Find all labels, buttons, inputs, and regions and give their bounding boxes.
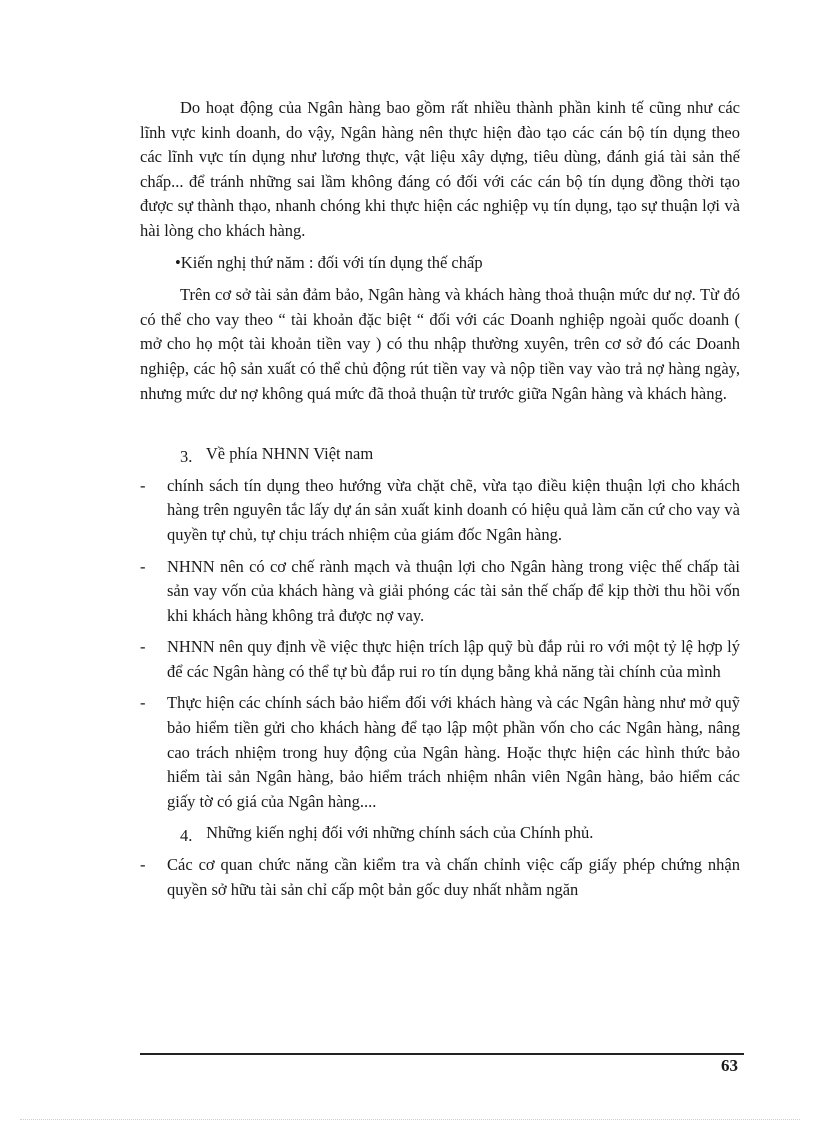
section-4-number: 4.	[180, 826, 193, 846]
section-4-item	[140, 853, 740, 902]
section-4-item-text: Các cơ quan chức năng cần kiểm tra và chấn chỉnh việc cấp giấy phép chứng nhận quyền sở hữu tài sản chỉ cấp một bản gốc duy nhất nhằm ngăn	[167, 855, 740, 899]
recommendation-five-heading: •Kiến nghị thứ năm : đối với tín dụng thế chấp	[175, 252, 483, 272]
section-4-heading	[140, 821, 740, 846]
page-content	[140, 96, 740, 902]
section-3-item-text: Thực hiện các chính sách bảo hiểm đối với khách hàng và các Ngân hàng như mở quỹ bảo hiểm tiền gửi cho khách hàng để tạo lập một phần vốn cho các Ngân hàng, nâng cao trách nhiệm trong huy động của Ngân hàng. Hoặc thực hiện các hình thức bảo hiểm tài sản Ngân hàng, bảo hiểm trách nhiệm nhân viên Ngân hàng, bảo hiểm các giấy tờ có giá của Ngân hàng....	[167, 693, 740, 811]
dash-marker: -	[140, 693, 146, 713]
dash-marker: -	[140, 556, 146, 576]
section-3-item-text: chính sách tín dụng theo hướng vừa chặt chẽ, vừa tạo điều kiện thuận lợi cho khách hàng trên nguyên tắc lấy dự án sản xuất kinh doanh có hiệu quả làm căn cứ cho vay và quyền tự chủ, tự chịu trách nhiệm của giám đốc Ngân hàng.	[167, 475, 740, 544]
page-edge-dotted-line	[20, 1119, 800, 1120]
section-4-title: Những kiến nghị đối với những chính sách của Chính phủ.	[206, 823, 594, 843]
paragraph-mortgage-credit: Trên cơ sở tài sản đảm bảo, Ngân hàng và khách hàng thoả thuận mức dư nợ. Từ đó có thể cho vay theo “ tài khoản đặc biệt “ đối với các Doanh nghiệp ngoài quốc doanh ( mở cho họ một tài khoản tiền vay ) có thu nhập thường xuyên, trên cơ sở đó các Doanh nghiệp, các hộ sản xuất có thể chủ động rút tiền vay và nộp tiền vay vào trả nợ hàng ngày, nhưng mức dư nợ không quá mức đã thoả thuận từ trước giữa Ngân hàng và khách hàng.	[140, 285, 740, 403]
section-3-item	[140, 474, 740, 548]
footer-rule	[140, 1053, 744, 1055]
section-3-title: Về phía NHNN Việt nam	[205, 444, 374, 464]
dash-marker: -	[140, 637, 146, 657]
section-3-item-text: NHNN nên quy định về việc thực hiện trích lập quỹ bù đắp rủi ro với một tỷ lệ hợp lý để các Ngân hàng có thể tự bù đắp rui ro tín dụng bằng khả năng tài chính của mình	[167, 637, 740, 681]
section-3-item-text: NHNN nên có cơ chế rành mạch và thuận lợi cho Ngân hàng trong việc thế chấp tài sản vay vốn của khách hàng và giải phóng các tài sản thế chấp để kịp thời thu hồi vốn khi khách hàng không trả được nợ vay.	[167, 556, 740, 625]
paragraph-training: Do hoạt động của Ngân hàng bao gồm rất nhiều thành phần kinh tế cũng như các lĩnh vực kinh doanh, do vậy, Ngân hàng nên thực hiện đào tạo các cán bộ tín dụng theo các lĩnh vực tín dụng như lương thực, vật liệu xây dựng, tiêu dùng, đánh giá tài sản thế chấp... để tránh những sai lầm không đáng có đối với các cán bộ tín dụng đồng thời tạo được sự thành thạo, nhanh chóng khi thực hiện các nghiệp vụ tín dụng, tạo sự thuận lợi và hài lòng cho khách hàng.	[140, 98, 740, 240]
section-3-item	[140, 691, 740, 814]
dash-marker: -	[140, 855, 146, 875]
section-3-heading	[140, 442, 740, 467]
section-3-item	[140, 635, 740, 684]
section-3-item	[140, 555, 740, 629]
page-number: 63	[721, 1056, 738, 1075]
section-3-number: 3.	[180, 447, 193, 467]
dash-marker: -	[140, 475, 146, 495]
